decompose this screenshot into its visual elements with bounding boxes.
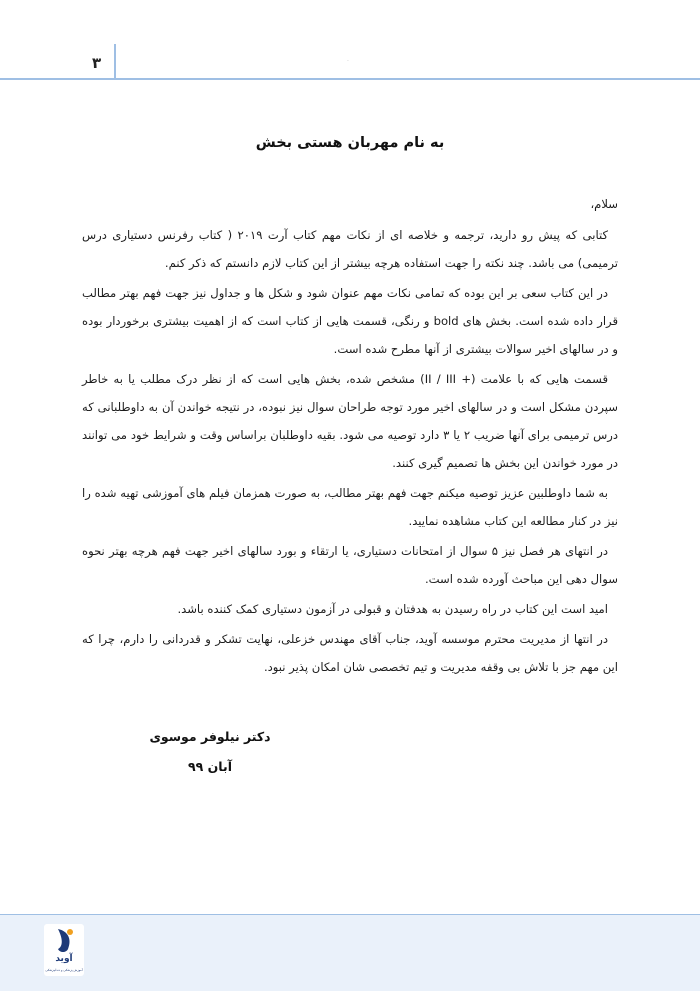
author-name: دکتر نیلوفر موسوی: [149, 729, 271, 744]
page-footer: [0, 914, 700, 991]
paragraph: در این کتاب سعی بر این بوده که تمامی نکات مهم عنوان شود و شکل ها و جداول نیز جهت فهم بهتر مطالب قرار داده شده است. بخش های bold و رنگی، قسمت هایی از کتاب است که از اهمیت بیشتری برخوردار بوده و در سالهای اخیر سوالات بیشتری از آنها مطرح شده است.: [82, 286, 618, 356]
logo-text: آوید: [55, 954, 73, 964]
signature-block: [120, 722, 300, 782]
page-header: [0, 0, 700, 80]
greeting: سلام،: [590, 197, 618, 211]
paragraph: کتابی که پیش رو دارید، ترجمه و خلاصه ای از نکات مهم کتاب آرت ۲۰۱۹ ( کتاب رفرنس دستیاری درس ترمیمی) می باشد. چند نکته را جهت استفاده هرچه بیشتر از این کتاب لازم دانستم که ذکر کنم.: [82, 228, 618, 270]
logo-tagline: آموزش پزشکی و دندانپزشکی: [45, 968, 83, 972]
body-text: [82, 190, 618, 683]
aviid-logo: [44, 924, 84, 976]
paragraph: قسمت هایی که با علامت (+ II / III) مشخص شده، بخش هایی است که از نظر درک مطلب یا به خاطر سپردن مشکل است و در سالهای اخیر مورد توجه طراحان سوال نیز نبوده، در نتیجه خواندن آن به داوطلبانی که درس ترمیمی برای آنها ضریب ۲ یا ۳ دارد توصیه می شود. بقیه داوطلبان براساس وقت و شرایط خود می توانند در مورد خواندن این بخش ها تصمیم گیری کنند.: [82, 372, 618, 470]
paragraph: به شما داوطلبین عزیز توصیه میکنم جهت فهم بهتر مطالب، به صورت همزمان فیلم های آموزشی تهیه شده را نیز در کنار مطالعه این کتاب مشاهده نمایید.: [82, 486, 618, 528]
header-vertical-divider: [114, 44, 116, 79]
page-number: ۳: [92, 54, 102, 72]
paragraph: در انتهای هر فصل نیز ۵ سوال از امتحانات دستیاری، یا ارتقاء و بورد سالهای اخیر جهت فهم هرچه بهتر نحوه سوال دهی این مباحث آورده شده است.: [82, 544, 618, 586]
header-dot: ·: [347, 58, 349, 65]
document-title: به نام مهربان هستی بخش: [255, 135, 445, 151]
paragraph: در انتها از مدیریت محترم موسسه آوید، جناب آقای مهندس خزعلی، نهایت تشکر و قدردانی را دارم، چرا که این مهم جز با تلاش بی وقفه مدیریت و تیم تخصصی شان امکان پذیر نبود.: [82, 632, 618, 674]
logo-mark-icon: [52, 927, 76, 955]
signature-date: آبان ۹۹: [188, 759, 232, 774]
paragraph: امید است این کتاب در راه رسیدن به هدفتان و قبولی در آزمون دستیاری کمک کننده باشد.: [177, 602, 608, 616]
header-rule: [0, 78, 700, 80]
